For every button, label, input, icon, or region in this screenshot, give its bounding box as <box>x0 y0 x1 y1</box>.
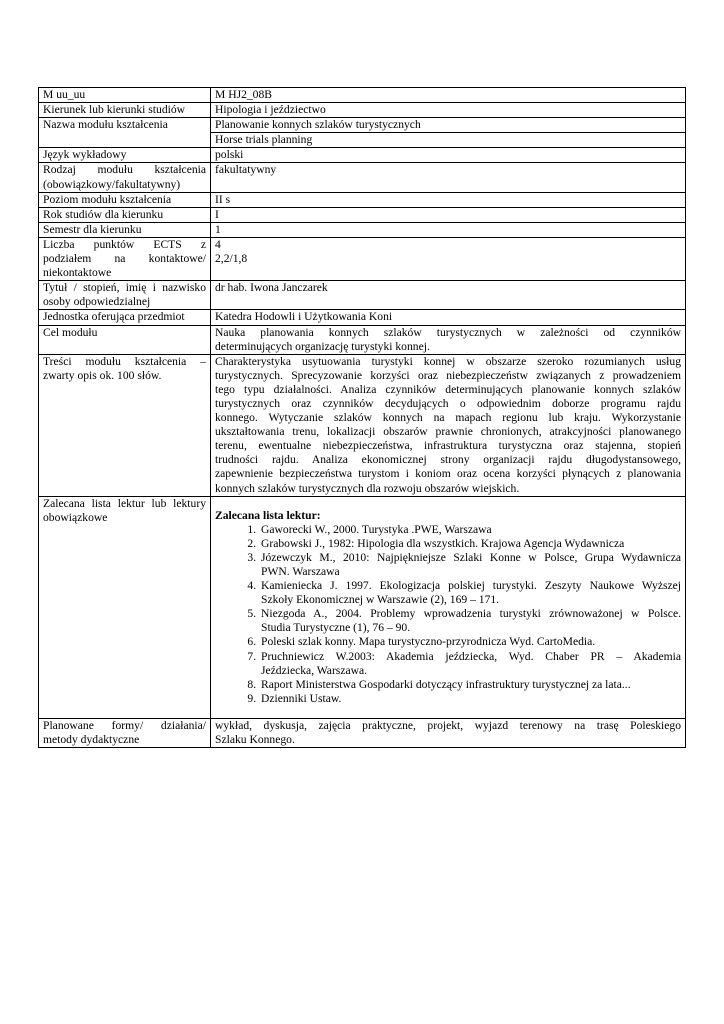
table-row <box>39 718 686 747</box>
list-item: 7. Pruchniewicz W.2003: Akademia jeździecka, Wyd. Chaber PR – Akademia Jeździecka, Warszawa. <box>259 650 681 678</box>
table-row <box>39 354 686 496</box>
list-item: 2. Grabowski J., 1982: Hipologia dla wszystkich. Krajowa Agencja Wydawnicza <box>259 537 681 551</box>
reading-list <box>215 523 681 706</box>
module-name-en: Horse trials planning <box>211 132 685 147</box>
label-cell: Nazwa modułu kształcenia <box>39 118 211 148</box>
label-cell: Kierunek lub kierunki studiów <box>39 103 211 118</box>
table-row <box>39 237 686 280</box>
table-row <box>39 310 686 325</box>
label-cell <box>39 281 211 310</box>
module-description-form <box>38 87 686 748</box>
table-row <box>39 163 686 192</box>
label-line: Treści modułu kształcenia – <box>43 354 206 368</box>
label-line: niekontaktowe <box>43 266 112 280</box>
value-cell: 1 <box>211 222 686 237</box>
label-cell <box>39 354 211 496</box>
label-line: Planowane formy/ działania/ <box>43 718 206 732</box>
label-cell <box>39 496 211 718</box>
label-cell <box>39 163 211 192</box>
value-line: wykład, dyskusja, zajęcia praktyczne, projekt, wyjazd terenowy na trasę Poleskiego <box>215 718 681 732</box>
value-line: terenu, ewentualne niebezpieczeństwa, infrastruktura turystyczna oraz stajenna, stopień <box>215 439 681 453</box>
table-row <box>39 207 686 222</box>
value-cell: Katedra Hodowli i Użytkowania Koni <box>211 310 686 325</box>
value-cell: fakultatywny <box>211 163 686 192</box>
module-name-pl: Planowanie konnych szlaków turystycznych <box>215 118 421 132</box>
value-cell: M HJ2_08B <box>211 88 686 103</box>
value-line: turystycznych. Sprecyzowanie korzyści oraz niebezpieczeństw związanych z prowadzeniem <box>215 368 681 382</box>
label-line: podziałem na kontaktowe/ <box>43 252 206 266</box>
value-cell <box>211 237 686 280</box>
value-cell: Hipologia i jeździectwo <box>211 103 686 118</box>
list-item: 4. Kamieniecka J. 1997. Ekologizacja polskiej turystyki. Zeszyty Naukowe Wyższej Szkoły Ekonomicznej w Warszawie (2), 169 – 171. <box>259 579 681 607</box>
label-cell: Język wykładowy <box>39 148 211 163</box>
value-line: konnego. Wytyczanie szlaków konnych na mapach regionu lub kraju. Wykorzystanie <box>215 411 681 425</box>
list-item: 3. Józewczyk M., 2010: Najpiękniejsze Szlaki Konne w Polsce, Grupa Wydawnicza PWN. Warszawa <box>259 551 681 579</box>
list-item: 9. Dzienniki Ustaw. <box>259 692 681 706</box>
value-line: determinujących organizację turystyki konnej. <box>215 339 430 353</box>
label-line: Tytuł / stopień, imię i nazwisko <box>43 281 206 295</box>
table-row <box>39 118 686 148</box>
value-line: zapewnienie bezpieczeństwa turystom i koniom oraz ocena korzyści płynących z planowania <box>215 467 681 481</box>
table-row <box>39 148 686 163</box>
label-cell: Rok studiów dla kierunku <box>39 207 211 222</box>
table-row <box>39 103 686 118</box>
label-line: obowiązkowe <box>43 510 108 524</box>
value-cell <box>211 325 686 354</box>
value-line: Szlaku Konnego. <box>215 733 295 747</box>
value-line: tego typu działalności. Analiza czynników determinujących planowanie konnych szlaków <box>215 382 681 396</box>
label-cell: M uu_uu <box>39 88 211 103</box>
label-cell: Poziom modułu kształcenia <box>39 192 211 207</box>
label-line: Zalecana lista lektur lub lektury <box>43 496 206 510</box>
reading-list-heading: Zalecana lista lektur: <box>215 508 321 522</box>
table-row <box>39 192 686 207</box>
label-line: (obowiązkowy/fakultatywny) <box>43 177 181 191</box>
ects-total: 4 <box>215 237 221 251</box>
label-line: zwarty opis ok. 100 słów. <box>43 368 162 382</box>
table-row <box>39 281 686 310</box>
value-cell <box>211 354 686 496</box>
value-cell <box>211 496 686 718</box>
value-cell <box>211 718 686 747</box>
label-line: Rodzaj modułu kształcenia <box>43 163 206 177</box>
value-line: Charakterystyka usytuowania turystyki konnej w obszarze szeroko rozumianych usług <box>215 354 681 368</box>
value-line: konnych szlaków turystycznych dla rozwoju obszarów wiejskich. <box>215 481 520 495</box>
label-cell <box>39 718 211 747</box>
value-cell <box>211 118 686 148</box>
list-item: 1. Gaworecki W., 2000. Turystyka .PWE, Warszawa <box>259 523 681 537</box>
table-row <box>39 496 686 718</box>
label-line: metody dydaktyczne <box>43 733 140 747</box>
label-line: osoby odpowiedzialnej <box>43 295 151 309</box>
table-row <box>39 222 686 237</box>
ects-split: 2,2/1,8 <box>215 252 248 266</box>
list-item: 8. Raport Ministerstwa Gospodarki dotyczący infrastruktury turystycznej za lata... <box>259 678 681 692</box>
module-table <box>38 87 686 748</box>
label-cell: Semestr dla kierunku <box>39 222 211 237</box>
label-cell: Jednostka oferująca przedmiot <box>39 310 211 325</box>
list-item: 5. Niezgoda A., 2004. Problemy wprowadzenia turystyki zrównoważonej w Polsce. Studia Turystyczne (1), 76 – 90. <box>259 607 681 635</box>
label-cell: Cel modułu <box>39 325 211 354</box>
value-line: turystycznych oraz czynników decydujących o odpowiednim doborze programu rajdu <box>215 396 681 410</box>
value-cell: II s <box>211 192 686 207</box>
label-cell <box>39 237 211 280</box>
table-row <box>39 88 686 103</box>
value-cell: I <box>211 207 686 222</box>
value-line: trudności rajdu. Analiza ekonomicznej strony organizacji rajdu długodystansowego, <box>215 453 681 467</box>
value-line: Nauka planowania konnych szlaków turystycznych w zależności od czynników <box>215 325 681 339</box>
value-line: ukształtowania trenu, lokalizacji obszarów prawnie chronionych, atrakcyjności planowanego <box>215 425 681 439</box>
label-line: Liczba punktów ECTS z <box>43 237 206 251</box>
table-row <box>39 325 686 354</box>
list-item: 6. Poleski szlak konny. Mapa turystyczno-przyrodnicza Wyd. CartoMedia. <box>259 635 681 649</box>
value-cell: polski <box>211 148 686 163</box>
value-cell: dr hab. Iwona Janczarek <box>211 281 686 310</box>
